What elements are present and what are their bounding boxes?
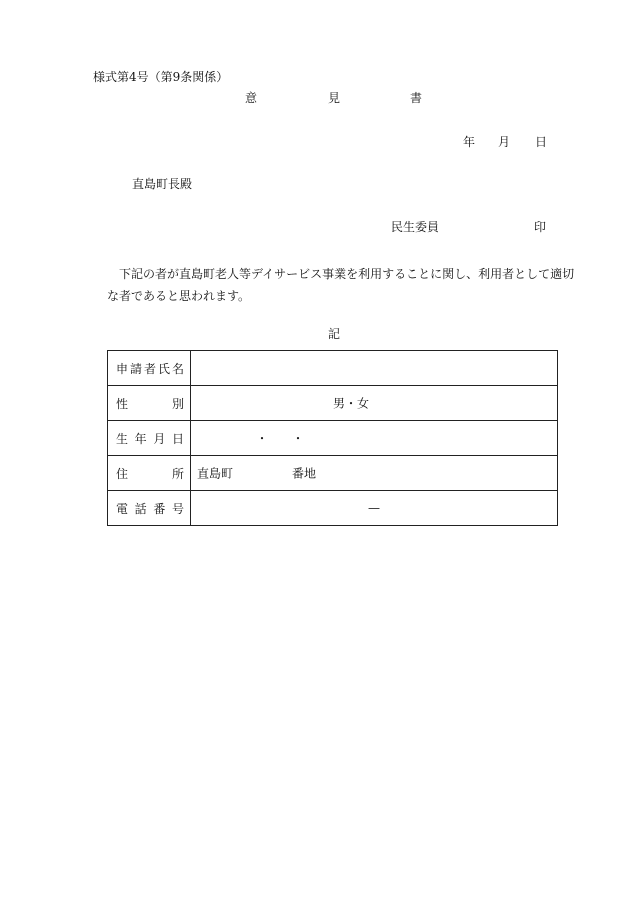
value-gender[interactable] [191, 386, 558, 421]
value-address[interactable] [191, 456, 558, 491]
seal-mark: 印 [534, 220, 547, 234]
label-applicant-name [108, 351, 191, 386]
date-year: 年 [463, 135, 476, 149]
label-char: 氏 [157, 361, 170, 376]
table-row-gender [108, 386, 558, 421]
table-row-birthdate [108, 421, 558, 456]
title-char-1: 意 [245, 91, 258, 105]
date-day: 日 [535, 135, 548, 149]
label-char: 生 [116, 431, 129, 446]
label-char: 住 [116, 466, 129, 481]
label-char: 号 [171, 501, 184, 516]
label-char: 請 [129, 361, 142, 376]
label-char: 年 [134, 431, 147, 446]
label-char: 電 [116, 501, 129, 516]
applicant-table [107, 350, 558, 526]
form-number: 様式第4号（第9条関係） [93, 70, 229, 84]
label-char: 日 [171, 431, 184, 446]
birthdate-separator-1: ・ [256, 431, 269, 446]
label-char: 番 [153, 501, 166, 516]
addressee: 直島町長殿 [132, 177, 193, 191]
label-address [108, 456, 191, 491]
label-char: 性 [116, 396, 129, 411]
title-char-2: 見 [328, 91, 341, 105]
commissioner-label: 民生委員 [391, 220, 440, 234]
date-month: 月 [498, 135, 511, 149]
table-row-phone [108, 491, 558, 526]
label-gender [108, 386, 191, 421]
value-applicant-name[interactable] [191, 351, 558, 386]
label-char: 所 [171, 466, 184, 481]
label-birthdate [108, 421, 191, 456]
title-char-3: 書 [410, 91, 423, 105]
body-text [107, 263, 577, 307]
table-row-name [108, 351, 558, 386]
value-birthdate[interactable] [191, 421, 558, 456]
address-town: 直島町 [197, 466, 234, 481]
label-phone [108, 491, 191, 526]
label-char: 者 [143, 361, 156, 376]
label-char: 別 [171, 396, 184, 411]
phone-dash: — [368, 501, 380, 515]
label-char: 申 [116, 361, 129, 376]
table-row-address [108, 456, 558, 491]
body-line-2: な者であると思われます。 [107, 289, 251, 303]
record-heading: 記 [328, 327, 341, 341]
value-phone[interactable] [191, 491, 558, 526]
address-banchi: 番地 [292, 466, 317, 481]
label-char: 話 [134, 501, 147, 516]
body-line-1: 下記の者が直島町老人等デイサービス事業を利用することに関し、利用者として適切 [119, 267, 575, 281]
gender-options: 男・女 [333, 396, 370, 411]
label-char: 月 [153, 431, 166, 446]
label-char: 名 [171, 361, 184, 376]
birthdate-separator-2: ・ [292, 431, 305, 446]
